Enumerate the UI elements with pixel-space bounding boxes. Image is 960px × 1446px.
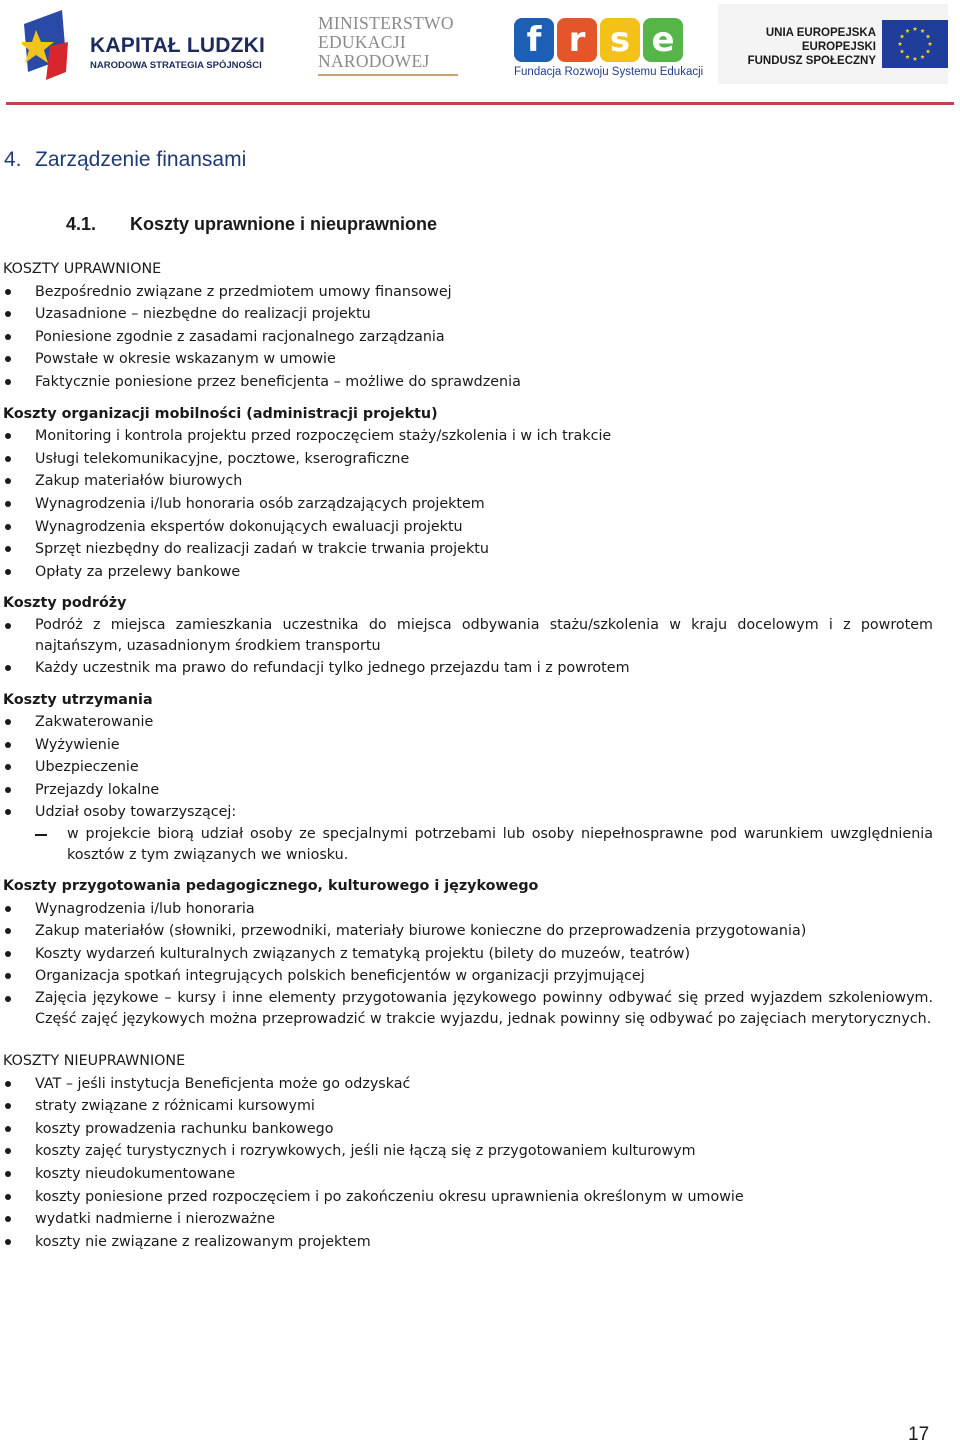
- travel-costs-heading: Koszty podróży: [3, 595, 127, 612]
- document-body: [3, 258, 933, 1253]
- list-item: Faktycznie poniesione przez beneficjenta – możliwe do sprawdzenia: [3, 371, 933, 394]
- list-item: Wynagrodzenia i/lub honoraria osób zarządzających projektem: [3, 493, 933, 516]
- men-line-1: MINISTERSTWO: [318, 13, 454, 33]
- preparation-costs-list: [3, 898, 933, 1030]
- ineligible-costs-heading: KOSZTY NIEUPRAWNIONE: [3, 1053, 186, 1070]
- list-item: Każdy uczestnik ma prawo do refundacji tylko jednego przejazdu tam i z powrotem: [3, 657, 933, 680]
- ineligible-costs-list: [3, 1073, 933, 1254]
- eu-social-fund-logo: [718, 4, 948, 84]
- subsection-number: 4.1.: [66, 214, 97, 234]
- men-line-2: EDUKACJI: [318, 32, 406, 52]
- mobility-costs-heading: Koszty organizacji mobilności (administracji projektu): [3, 405, 438, 422]
- preparation-costs-heading: Koszty przygotowania pedagogicznego, kulturowego i językowego: [3, 878, 539, 895]
- subsistence-costs-heading: Koszty utrzymania: [3, 691, 153, 708]
- men-underline: [318, 74, 458, 76]
- list-item: Poniesione zgodnie z zasadami racjonalnego zarządzania: [3, 326, 933, 349]
- subsection-heading: [66, 214, 437, 235]
- list-item: VAT – jeśli instytucja Beneficjenta może go odzyskać: [3, 1073, 933, 1096]
- list-item: Usługi telekomunikacyjne, pocztowe, kserograficzne: [3, 448, 933, 471]
- kapital-ludzki-star-icon: [22, 6, 84, 84]
- list-item: Zakup materiałów biurowych: [3, 470, 933, 493]
- eligible-costs-list: [3, 281, 933, 394]
- list-item: Koszty wydarzeń kulturalnych związanych z tematyką projektu (bilety do muzeów, teatrów): [3, 943, 933, 966]
- mobility-costs-list: [3, 425, 933, 583]
- men-line-3: NARODOWEJ: [318, 51, 430, 71]
- frse-letter: s: [600, 18, 640, 62]
- list-item: Opłaty za przelewy bankowe: [3, 561, 933, 584]
- list-item: Udział osoby towarzyszącej:: [3, 801, 933, 824]
- list-item: koszty poniesione przed rozpoczęciem i po zakończeniu okresu uprawnienia określonym w umowie: [3, 1186, 933, 1209]
- section-number: 4.: [4, 148, 22, 171]
- frse-letter: e: [643, 18, 683, 62]
- section-title: Zarządzenie finansami: [35, 148, 247, 171]
- page-header: [0, 0, 960, 104]
- sub-list-item: w projekcie biorą udział osoby ze specjalnymi potrzebami lub osoby niepełnosprawne pod warunkiem uwzględnienia kosztów z tym związanych we wniosku.: [3, 824, 933, 866]
- eu-logo-text: [736, 26, 876, 68]
- list-item: Zakwaterowanie: [3, 711, 933, 734]
- list-item: Sprzęt niezbędny do realizacji zadań w trakcie trwania projektu: [3, 538, 933, 561]
- frse-subtitle: Fundacja Rozwoju Systemu Edukacji: [514, 66, 704, 78]
- list-item: Ubezpieczenie: [3, 756, 933, 779]
- eu-flag-icon: [882, 20, 948, 68]
- list-item: Zajęcia językowe – kursy i inne elementy przygotowania językowego powinny odbywać się przed wyjazdem szkoleniowym. Część zajęć językowych można przeprowadzić w trakcie wyjazdu, jednak powinny się odbywać po zajęciach merytorycznych.: [3, 988, 933, 1030]
- accompanying-person-sublist: [3, 824, 933, 866]
- list-item: straty związane z różnicami kursowymi: [3, 1095, 933, 1118]
- list-item: Podróż z miejsca zamieszkania uczestnika do miejsca odbywania stażu/szkolenia w kraju docelowym i z powrotem najtańszym, uzasadnionym środkiem transportu: [3, 615, 933, 657]
- list-item: Powstałe w okresie wskazanym w umowie: [3, 348, 933, 371]
- page-number: 17: [908, 1424, 930, 1445]
- list-item: Monitoring i kontrola projektu przed rozpoczęciem staży/szkolenia i w ich trakcie: [3, 425, 933, 448]
- men-logo: [318, 6, 468, 88]
- frse-letters: [514, 18, 686, 62]
- kapital-ludzki-logo: [22, 6, 282, 88]
- list-item: koszty nie związane z realizowanym projektem: [3, 1231, 933, 1254]
- list-item: Bezpośrednio związane z przedmiotem umowy finansowej: [3, 281, 933, 304]
- list-item: Organizacja spotkań integrujących polskich beneficjentów w organizacji przyjmującej: [3, 965, 933, 988]
- eu-line-3: FUNDUSZ SPOŁECZNY: [747, 55, 876, 67]
- header-divider: [6, 102, 954, 105]
- list-item: Zakup materiałów (słowniki, przewodniki, materiały biurowe konieczne do przeprowadzenia przygotowania): [3, 920, 933, 943]
- frse-letter: r: [557, 18, 597, 62]
- eligible-costs-heading: KOSZTY UPRAWNIONE: [3, 261, 162, 277]
- list-item: Uzasadnione – niezbędne do realizacji projektu: [3, 303, 933, 326]
- kapital-ludzki-title: KAPITAŁ LUDZKI: [90, 34, 266, 57]
- eu-line-1: UNIA EUROPEJSKA: [765, 27, 876, 39]
- subsection-title: Koszty uprawnione i nieuprawnione: [130, 214, 438, 234]
- eu-line-2: EUROPEJSKI: [801, 41, 876, 53]
- frse-logo: [514, 6, 704, 88]
- list-item: koszty nieudokumentowane: [3, 1163, 933, 1186]
- frse-letter: f: [514, 18, 554, 62]
- kapital-ludzki-subtitle: NARODOWA STRATEGIA SPÓJNOŚCI: [90, 60, 262, 71]
- list-item: Wynagrodzenia ekspertów dokonujących ewaluacji projektu: [3, 516, 933, 539]
- travel-costs-list: [3, 615, 933, 680]
- list-item: koszty prowadzenia rachunku bankowego: [3, 1118, 933, 1141]
- section-heading: [4, 148, 246, 172]
- list-item: wydatki nadmierne i nierozważne: [3, 1208, 933, 1231]
- list-item: Wynagrodzenia i/lub honoraria: [3, 898, 933, 921]
- list-item: Przejazdy lokalne: [3, 779, 933, 802]
- subsistence-costs-list: [3, 711, 933, 824]
- list-item: Wyżywienie: [3, 734, 933, 757]
- list-item: koszty zajęć turystycznych i rozrywkowych, jeśli nie łączą się z przygotowaniem kulturowym: [3, 1140, 933, 1163]
